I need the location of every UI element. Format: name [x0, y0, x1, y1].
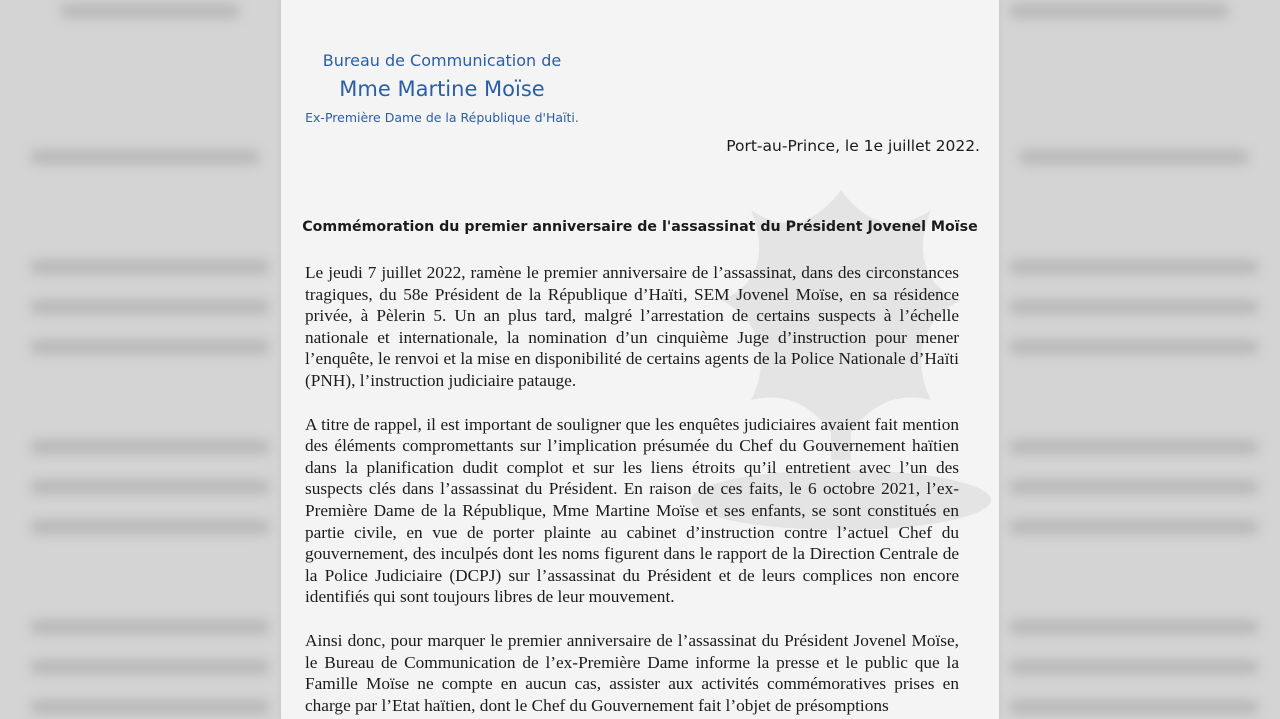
- paragraph: Ainsi donc, pour marquer le premier anniversaire de l’assassinat du Président Jovenel Moïse, le Bureau de Communication de l’ex-Première Dame informe la presse et le public que la Famille Moïse ne compte en aucun cas, assister aux activités commémoratives prises en charge par l’Etat haïtien, dont le Chef du Gouvernement fait l’objet de présomptions: [305, 630, 959, 715]
- blurred-background-right: [999, 0, 1280, 719]
- paragraph: A titre de rappel, il est important de souligner que les enquêtes judiciaires avaient fait mention des éléments compromettants sur l’implication présumée du Chef du Gouvernement haïtien dans la planification dudit complot et sur les liens étroits qu’il entretient avec l’un des suspects clés dans l’assassinat du Président. En raison de ces faits, le 6 octobre 2021, l’ex-Première Dame de la République, Mme Martine Moïse et ses enfants, se sont constitués en partie civile, en vue de porter plainte au cabinet d’instruction contre l’actuel Chef du gouvernement, des inculpés dont les noms figurent dans le rapport de la Direction Centrale de la Police Judiciaire (DCPJ) sur l’assassinat du Président et de leurs complices non encore identifiés qui sont toujours libres de leur mouvement.: [305, 414, 959, 607]
- dateline: Port-au-Prince, le 1e juillet 2022.: [726, 137, 980, 155]
- blurred-background-left: [0, 0, 281, 719]
- letter-body: [305, 262, 959, 716]
- letterhead-name: Mme Martine Moïse: [339, 77, 545, 101]
- letterhead: [281, 48, 603, 132]
- letterhead-office: Bureau de Communication de: [322, 51, 562, 70]
- paragraph: Le jeudi 7 juillet 2022, ramène le premier anniversaire de l’assassinat, dans des circonstances tragiques, du 58e Président de la République d’Haïti, SEM Jovenel Moïse, en sa résidence privée, à Pèlerin 5. Un an plus tard, malgré l’arrestation de certains suspects à l’échelle nationale et internationale, la nomination d’un cinquième Juge d’instruction pour mener l’enquête, le renvoi et la mise en disponibilité de certains agents de la Police Nationale d’Haïti (PNH), l’instruction judiciaire patauge.: [305, 263, 959, 390]
- letterhead-role: Ex-Première Dame de la République d'Haïti.: [305, 110, 579, 125]
- letter-page: [281, 0, 999, 719]
- document-title: Commémoration du premier anniversaire de l'assassinat du Président Jovenel Moïse: [302, 219, 978, 235]
